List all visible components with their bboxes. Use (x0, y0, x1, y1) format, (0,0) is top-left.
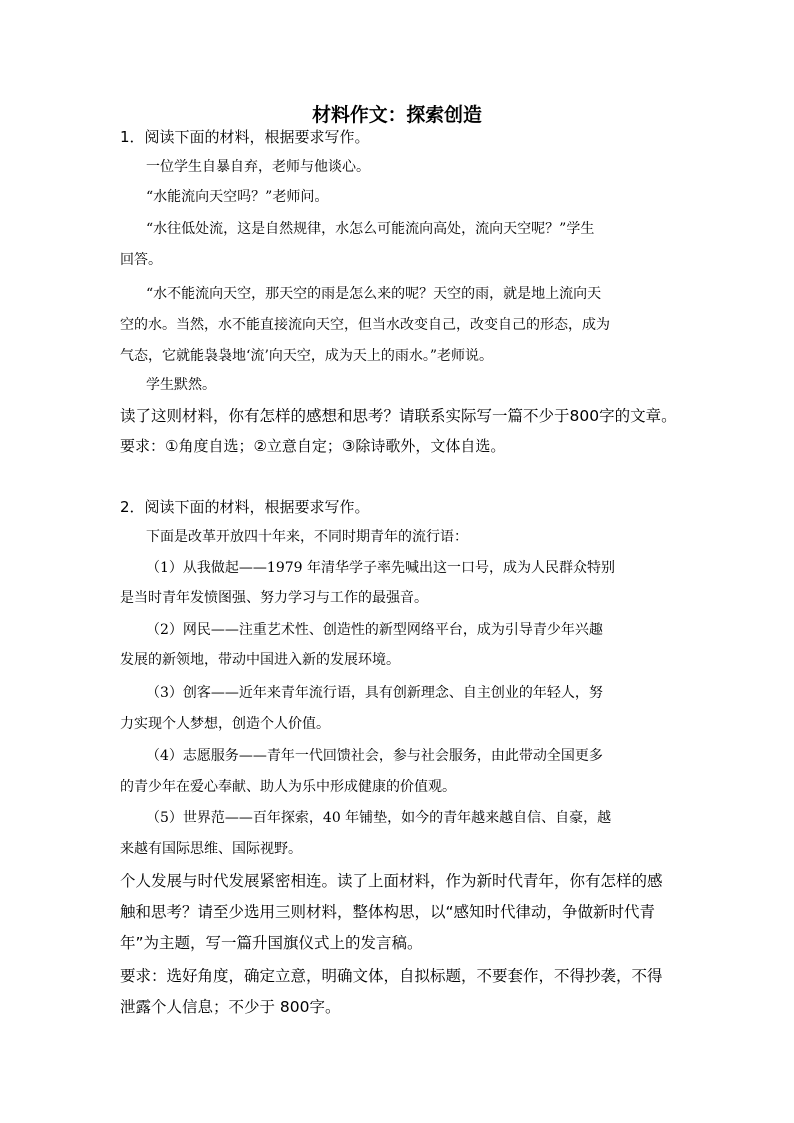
q1-heading: 1．阅读下面的材料，根据要求写作。 (120, 128, 370, 146)
q2-prompt-line: 触和思考？请至少选用三则材料，整体构思，以“感知时代律动，争做新时代青 (120, 903, 656, 921)
q1-line: 回答。 (120, 252, 162, 268)
q2-item-line: （3）创客——近年来青年流行语，具有创新理念、自主创业的年轻人，努 (146, 685, 603, 701)
q1-line: “水往低处流，这是自然规律，水怎么可能流向高处，流向天空呢？”学生 (146, 221, 595, 237)
q1-line: 气态，它就能袅袅地‘流’向天空，成为天上的雨水。”老师说。 (120, 348, 494, 364)
page-title: 材料作文：探索创造 (312, 104, 482, 126)
q2-item-line: 是当时青年发愤图强、努力学习与工作的最强音。 (120, 590, 428, 606)
q1-line: “水不能流向天空，那天空的雨是怎么来的呢？天空的雨，就是地上流向天 (146, 286, 602, 302)
q1-prompt: 读了这则材料，你有怎样的感想和思考？请联系实际写一篇不少于800字的文章。 (120, 407, 677, 425)
q1-line: 一位学生自暴自弃，老师与他谈心。 (146, 159, 370, 175)
q1-line: “水能流向天空吗？”老师问。 (146, 189, 329, 205)
q2-item-line: （1）从我做起——1979 年清华学子率先喊出这一口号，成为人民群众特别 (146, 560, 615, 576)
q2-requirement-line: 泄露个人信息；不少于 800字。 (120, 998, 341, 1016)
q2-item-line: （2）网民——注重艺术性、创造性的新型网络平台，成为引导青少年兴趣 (146, 622, 603, 638)
q2-intro: 下面是改革开放四十年来，不同时期青年的流行语： (146, 529, 468, 545)
q2-prompt-line: 个人发展与时代发展紧密相连。读了上面材料，作为新时代青年，你有怎样的感 (120, 872, 663, 890)
q1-line: 空的水。当然，水不能直接流向天空，但当水改变自己，改变自己的形态，成为 (120, 317, 610, 333)
q2-item-line: （5）世界范——百年探索，40 年铺垫，如今的青年越来越自信、自豪，越 (146, 810, 612, 826)
q2-item-line: （4）志愿服务——青年一代回馈社会，参与社会服务，由此带动全国更多 (146, 748, 603, 764)
q1-line: 学生默然。 (146, 377, 216, 393)
q1-requirements: 要求：①角度自选；②立意自定；③除诗歌外，文体自选。 (120, 437, 506, 455)
q2-heading: 2．阅读下面的材料，根据要求写作。 (120, 498, 370, 516)
q2-requirement-line: 要求：选好角度，确定立意，明确文体，自拟标题，不要套作，不得抄袭，不得 (120, 967, 663, 985)
q2-item-line: 来越有国际思维、国际视野。 (120, 841, 302, 857)
q2-item-line: 力实现个人梦想，创造个人价值。 (120, 716, 330, 732)
q2-item-line: 的青少年在爱心奉献、助人为乐中形成健康的价值观。 (120, 779, 456, 795)
q2-prompt-line: 年”为主题，写一篇升国旗仪式上的发言稿。 (120, 934, 423, 952)
q2-item-line: 发展的新领地，带动中国进入新的发展环境。 (120, 652, 400, 668)
